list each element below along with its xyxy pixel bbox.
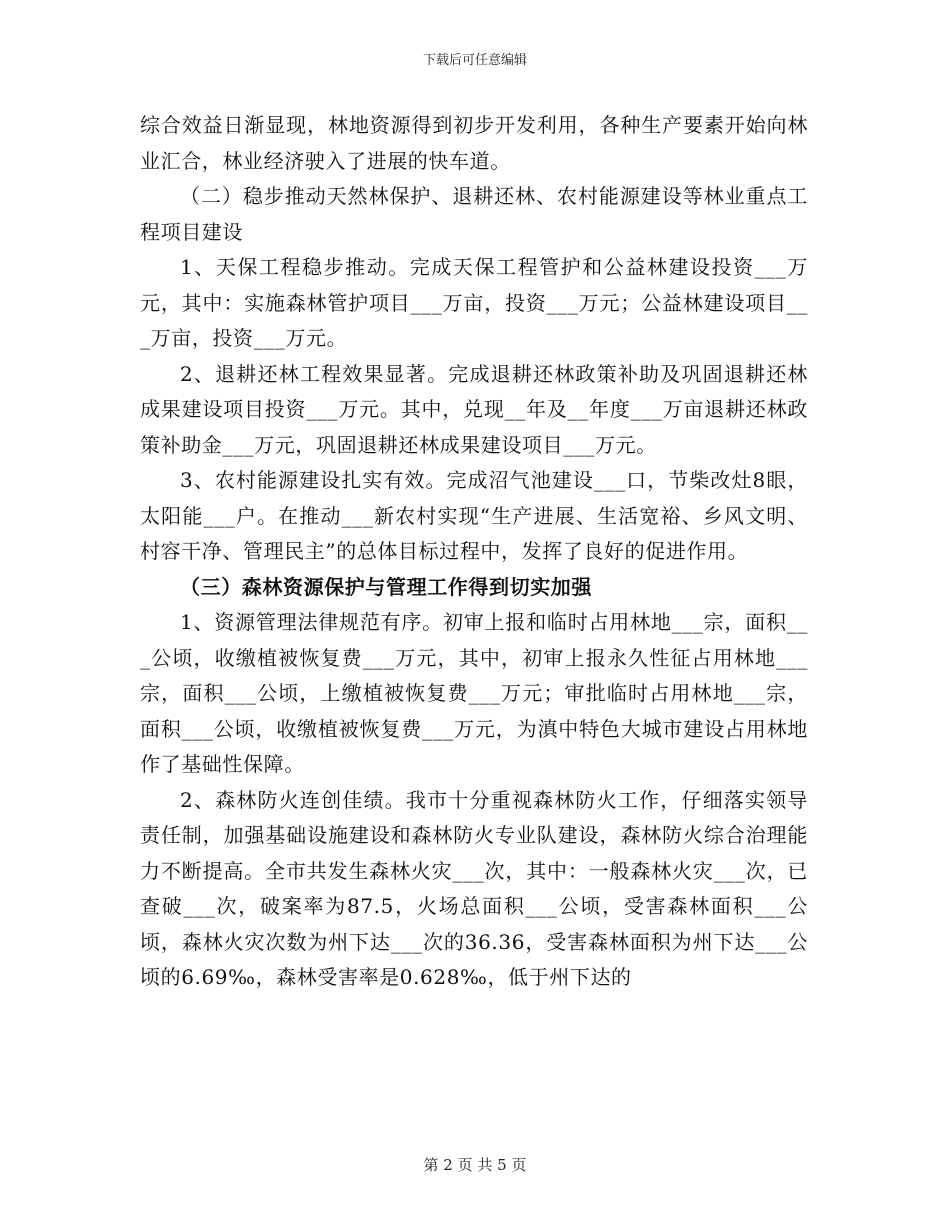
section-heading-3: （三）森林资源保护与管理工作得到切实加强: [180, 574, 592, 599]
paragraph-item: 1、资源管理法律规范有序。初审上报和临时占用林地___宗，面积___公顷，收缴植被恢复费___万元，其中，初审上报永久性征占用林地___宗，面积___公顷，上缴植被恢复费___万元；审批临时占用林地___宗，面积___公顷，收缴植被恢复费___万元，为滇中特色大城市建设占用林地作了基础性保障。: [140, 610, 808, 776]
paragraph-item: 1、天保工程稳步推动。完成天保工程管护和公益林建设投资___万元，其中：实施森林管护项目___万亩，投资___万元；公益林建设项目___万亩，投资___万元。: [140, 255, 808, 350]
page-header-note: 下载后可任意编辑: [422, 53, 527, 68]
paragraph-item: 3、农村能源建设扎实有效。完成沼气池建设___口，节柴改灶8眼，太阳能___户。在推动___新农村实现“生产进展、生活宽裕、乡风文明、村容干净、管理民主”的总体目标过程中，发挥了良好的促进作用。: [140, 468, 808, 563]
document-body: [140, 108, 808, 996]
paragraph-item: 2、森林防火连创佳绩。我市十分重视森林防火工作，仔细落实领导责任制，加强基础设施建设和森林防火专业队建设，森林防火综合治理能力不断提高。全市共发生森林火灾___次，其中：一般森林火灾___次，已查破___次，破案率为87.5，火场总面积___公顷，受害森林面积___公顷，森林火灾次数为州下达___次的36.36，受害森林面积为州下达___公顷的6.69‰，森林受害率是0.628‰，低于州下达的: [140, 787, 808, 989]
section-heading-2: （二）稳步推动天然林保护、退耕还林、农村能源建设等林业重点工程项目建设: [140, 184, 808, 244]
paragraph-item: 2、退耕还林工程效果显著。完成退耕还林政策补助及巩固退耕还林成果建设项目投资___万元。其中，兑现__年及__年度___万亩退耕还林政策补助金___万元，巩固退耕还林成果建设项目___万元。: [140, 361, 808, 457]
paragraph-continuation: 综合效益日渐显现，林地资源得到初步开发利用，各种生产要素开始向林业汇合，林业经济驶入了进展的快车道。: [140, 113, 808, 173]
page-number: 第 2 页 共 5 页: [423, 1156, 527, 1174]
